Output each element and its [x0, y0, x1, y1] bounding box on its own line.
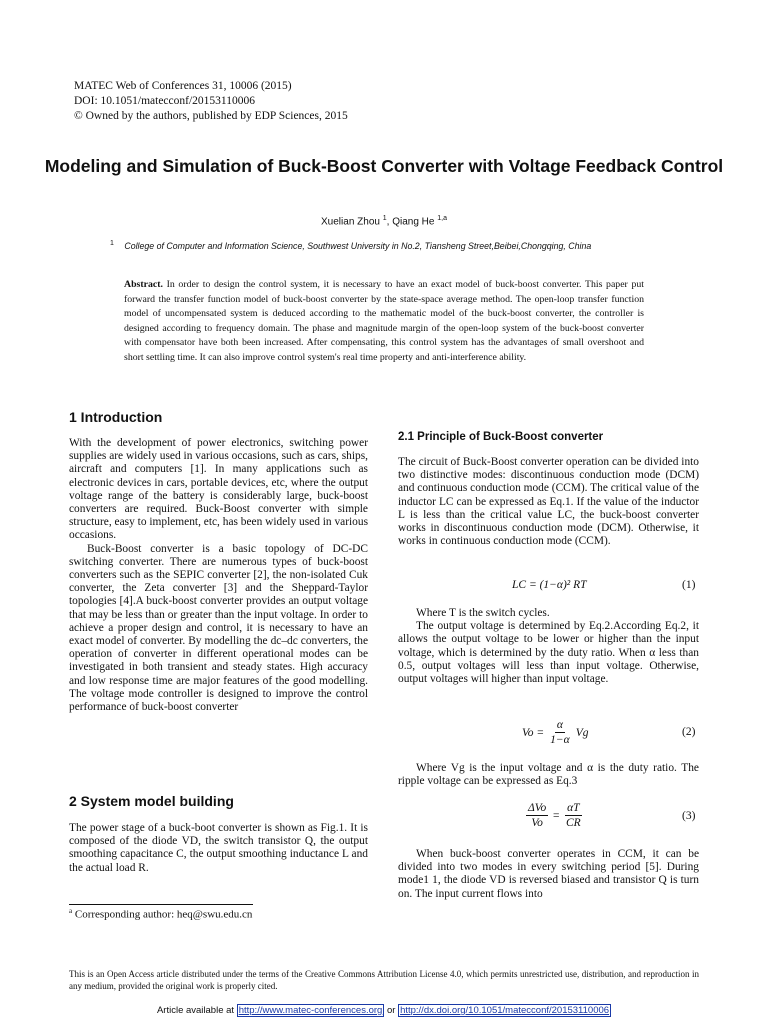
journal-header [74, 79, 348, 124]
eq3-equals: = [552, 809, 561, 822]
principle-body-1 [398, 456, 699, 548]
availability-line [0, 1005, 768, 1016]
author-sup: 1,a [437, 215, 447, 222]
journal-line: MATEC Web of Conferences 31, 10006 (2015) [74, 80, 292, 92]
paragraph: With the development of power electronics, switching power supplies are widely used in various occasions, such as cars, ships, aircraft and computers [1]. In many applications such as electronic devices in cars, portable devices, etc, where the output voltage range of the battery is considerably large, buck-boost converters are required. Buck-Boost converter with simple structure, easy to implement, etc, has been widely used in various occasions. [69, 437, 368, 542]
equation-2 [522, 718, 588, 747]
principle-body-2 [398, 607, 699, 686]
eq3-numerator: αT [567, 802, 580, 814]
section-heading-system-model: 2 System model building [69, 793, 234, 809]
paragraph: Where T is the switch cycles. [416, 607, 550, 619]
footnote [69, 907, 252, 921]
abstract [124, 278, 644, 366]
principle-body-4 [398, 848, 699, 901]
paragraph: When buck-boost converter operates in CCM, it can be divided into two modes in every switching period [5]. During mode1 1, the diode VD is reversed biased and transistor Q is turn on. The input current flows into [398, 848, 699, 900]
eq3-numerator: ΔVo [528, 802, 547, 814]
paper-title: Modeling and Simulation of Buck-Boost Converter with Voltage Feedback Control [44, 156, 724, 176]
subsection-heading-principle: 2.1 Principle of Buck-Boost converter [398, 431, 604, 443]
doi-link[interactable]: http://dx.doi.org/10.1051/matecconf/20153110006 [400, 1005, 610, 1016]
system-body [69, 822, 368, 875]
doi-line: DOI: 10.1051/matecconf/20153110006 [74, 95, 255, 107]
matec-link[interactable]: http://www.matec-conferences.org [238, 1005, 383, 1016]
eq2-denominator: 1−α [550, 734, 570, 746]
author-name: Xuelian Zhou [321, 216, 380, 228]
affiliation-sup: 1 [110, 240, 114, 247]
principle-body-3 [398, 762, 699, 788]
license-notice: This is an Open Access article distributed under the terms of the Creative Commons Attribution License 4.0, which permits unrestricted use, distribution, and reproduction in any medium, provided the original work is properly cited. [69, 969, 699, 991]
footnote-sup: a [69, 907, 73, 915]
eq2-numerator: α [556, 719, 563, 731]
eq3-fraction-right [564, 801, 583, 830]
eq2-rhs: Vg [575, 726, 589, 739]
equation-number: (1) [682, 579, 696, 591]
abstract-label: Abstract. [124, 279, 163, 290]
equation-number: (3) [682, 810, 696, 822]
copyright-line: © Owned by the authors, published by EDP Sciences, 2015 [74, 110, 348, 122]
paragraph: The circuit of Buck-Boost converter operation can be divided into two distinctive modes: discontinuous conduction mode (DCM) and continuous conduction mode (CCM). The critical value of the inductor LC can be expressed as Eq.1. If the value of the inductor L is less than the critical value LC, the buck-boost converter works in discontinuous conduction mode (DCM). Otherwise, it works in continuous conduction mode (CCM). [398, 456, 699, 548]
footnote-divider [69, 904, 253, 905]
eq3-denominator: CR [566, 817, 581, 829]
intro-body [69, 437, 368, 714]
equation-number: (2) [682, 726, 696, 738]
eq3-fraction-left [526, 801, 548, 830]
footnote-text: Corresponding author: heq@swu.edu.cn [74, 908, 253, 921]
availability-or: or [386, 1005, 396, 1016]
author-list [0, 215, 768, 227]
abstract-text: In order to design the control system, it is necessary to have an exact model of buck-boost converter. This paper put forward the transfer function model of buck-boost converter by the state-space average method. The open-loop transfer function model of uncompensated system is deduced according to the mathematic model of the buck-boost converter, the controller is designed according to frequency domain. The phase and magnitude margin of the open-loop system of the buck-boost converter with compensator have both been increased. After compensating, this control system has the advantages of small overshoot and short settling time. It can also improve control system's real time property and anti-interference ability. [124, 279, 644, 363]
affiliation [110, 237, 750, 253]
author-sup: 1 [382, 215, 387, 222]
eq2-lhs: Vo = [522, 726, 545, 739]
affiliation-text: College of Computer and Information Science, Southwest University in No.2, Tiansheng Street,Beibei,Chongqing, China [124, 240, 592, 251]
section-heading-introduction: 1 Introduction [69, 409, 163, 425]
author-name: Qiang He [392, 216, 435, 228]
paragraph: The output voltage is determined by Eq.2.According Eq.2, it allows the output voltage to be lower or higher than the input voltage, which is determined by the duty ratio. When α less than 0.5, output voltages will less than input voltage. Otherwise, output voltages will higher than input voltage. [398, 620, 699, 686]
paragraph: Buck-Boost converter is a basic topology of DC-DC switching converter. There are numerous types of buck-boost converters such as the SEPIC converter [2], the non-isolated Cuk converter, the Zeta converter [3] and the Sheppard-Taylor topologies [4].A buck-boost converter provides an output voltage that may be less than or greater than the input voltage. In order to achieve a proper design and control, it is necessary to have an exact model of converter. By modelling the dc–dc converters, the operation of converter in different operational modes can be investigated in both transient and steady states. High accuracy and low response time are major features of the good modelling. The voltage mode controller is designed to improve the control performance of buck-boost converter [69, 542, 368, 714]
paragraph: Where Vg is the input voltage and α is the duty ratio. The ripple voltage can be expressed as Eq.3 [398, 762, 699, 788]
eq3-denominator: Vo [531, 817, 543, 829]
equation-3 [526, 801, 583, 830]
equation-1: LC = (1−α)² RT [512, 579, 587, 591]
eq2-fraction [548, 718, 572, 747]
paragraph: The power stage of a buck-boot converter is shown as Fig.1. It is composed of the diode VD, the switch transistor Q, the output smoothing capacitance C, the output smoothing inductance L and the actual load R. [69, 822, 368, 874]
author-sep: , [386, 216, 393, 228]
availability-prefix: Article available at [156, 1005, 235, 1016]
